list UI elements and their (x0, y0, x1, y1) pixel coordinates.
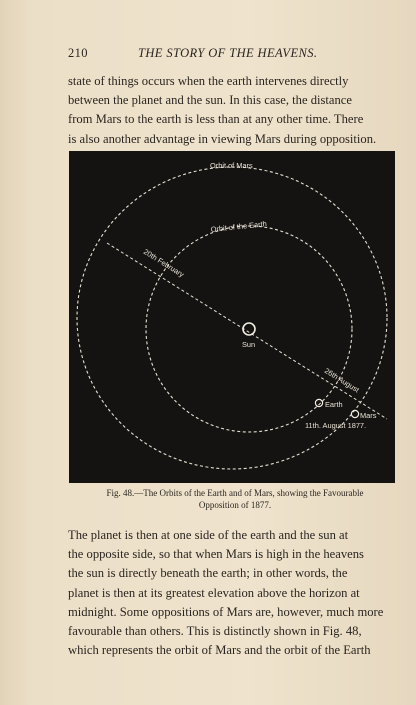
earth-marker (315, 399, 322, 406)
label-orbit-of-mars: Orbit of Mars (210, 161, 253, 170)
label-mars: Mars (360, 411, 377, 420)
orbit-diagram (69, 151, 395, 483)
opposition-line (107, 243, 387, 419)
label-sun: Sun (242, 340, 256, 349)
text-line: from Mars to the earth is less than at any other time. There (68, 112, 364, 127)
text-line: state of things occurs when the earth intervenes directly (68, 74, 349, 88)
figure-caption (80, 488, 390, 511)
paragraph-bottom (68, 526, 396, 660)
label-orbit-of-earth: Orbit of the Earth (210, 219, 268, 234)
label-feb-20: 20th February (141, 247, 186, 280)
running-title: THE STORY OF THE HEAVENS. (138, 46, 318, 60)
label-aug-11: 11th. August 1877. (305, 421, 367, 430)
page-number: 210 (68, 46, 88, 60)
orbit-figure (69, 151, 395, 483)
text-line: planet is then at its greatest elevation above the horizon at (68, 585, 360, 600)
text-line: is also another advantage in viewing Mars during opposition. (68, 131, 377, 146)
text-line: favourable than others. This is distinctly shown in Fig. 48, (68, 624, 362, 639)
earth-orbit (146, 226, 352, 432)
text-line: The planet is then at one side of the earth and the sun at (68, 528, 349, 542)
text-line: midnight. Some oppositions of Mars are, however, much more (68, 604, 384, 619)
caption-line: Opposition of 1877. (198, 499, 272, 510)
text-line: between the planet and the sun. In this case, the distance (68, 93, 352, 108)
sun-marker (243, 323, 255, 335)
label-aug-26: 26th August (322, 366, 361, 395)
text-line: which represents the orbit of Mars and the orbit of the Earth (68, 643, 371, 658)
paragraph-top (68, 72, 396, 149)
mars-marker (351, 410, 358, 417)
running-head (68, 46, 396, 62)
text-line: the opposite side, so that when Mars is high in the heavens (68, 547, 364, 562)
caption-line: Fig. 48.—The Orbits of the Earth and of Mars, showing the Favourable (106, 488, 364, 498)
label-earth: Earth (325, 400, 343, 409)
text-line: the sun is directly beneath the earth; in other words, the (68, 566, 348, 581)
